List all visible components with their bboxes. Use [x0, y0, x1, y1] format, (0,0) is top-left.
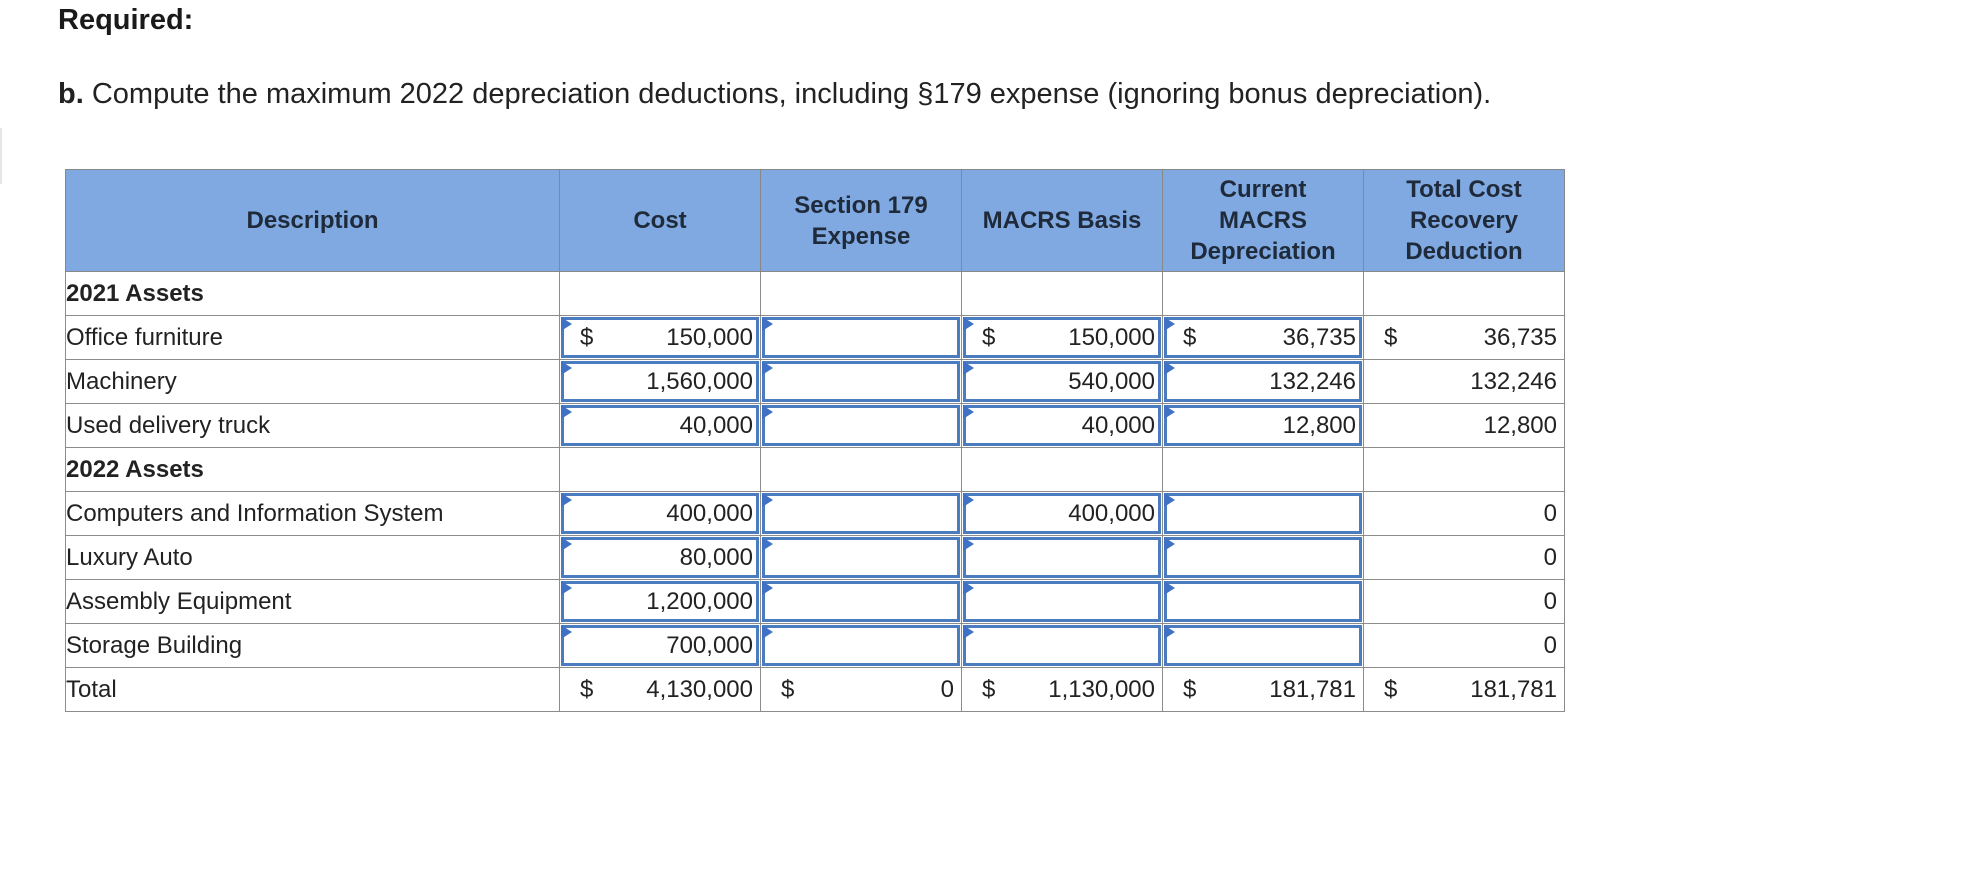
cost-input[interactable]: $ 150,000	[560, 316, 761, 360]
header-total-recovery: Total Cost Recovery Deduction	[1364, 170, 1565, 272]
cost-input[interactable]: 80,000	[560, 536, 761, 580]
row-description: Machinery	[66, 360, 560, 404]
table-row	[66, 492, 1565, 536]
current-macrs-input[interactable]: 132,246	[1163, 360, 1364, 404]
question-body: Compute the maximum 2022 depreciation deductions, including §179 expense (ignoring bonus depreciation).	[91, 78, 1492, 110]
total-current-macrs-cell: $ 181,781	[1163, 668, 1364, 712]
currency-sign: $	[1384, 675, 1398, 703]
currency-sign: $	[781, 675, 795, 703]
total-label: Total	[66, 668, 560, 712]
empty-cell	[962, 448, 1163, 492]
cost-input[interactable]: 400,000	[560, 492, 761, 536]
empty-cell	[1163, 448, 1364, 492]
row-description: Assembly Equipment	[66, 580, 560, 624]
currency-sign: $	[982, 675, 996, 703]
section-179-input[interactable]	[761, 404, 962, 448]
total-recovery-cell: $ 36,735	[1364, 316, 1565, 360]
macrs-basis-input[interactable]: 40,000	[962, 404, 1163, 448]
total-recovery-cell: 0	[1364, 536, 1565, 580]
cost-input[interactable]: 700,000	[560, 624, 761, 668]
row-description: Storage Building	[66, 624, 560, 668]
section-row-2021	[66, 272, 1565, 316]
total-recovery-cell: 0	[1364, 580, 1565, 624]
header-row	[66, 170, 1565, 272]
total-recovery-cell: 0	[1364, 492, 1565, 536]
current-macrs-input[interactable]	[1163, 624, 1364, 668]
total-row	[66, 668, 1565, 712]
current-macrs-input[interactable]: $ 36,735	[1163, 316, 1364, 360]
currency-sign: $	[982, 323, 996, 351]
currency-sign: $	[1384, 323, 1398, 351]
cost-input[interactable]: 1,560,000	[560, 360, 761, 404]
empty-cell	[1163, 272, 1364, 316]
row-description: Luxury Auto	[66, 536, 560, 580]
total-macrs-basis-cell: $ 1,130,000	[962, 668, 1163, 712]
total-recovery-cell: 12,800	[1364, 404, 1565, 448]
depreciation-table	[65, 169, 1565, 712]
currency-sign: $	[580, 675, 594, 703]
total-section-179-cell: $ 0	[761, 668, 962, 712]
header-cost: Cost	[560, 170, 761, 272]
empty-cell	[761, 448, 962, 492]
section-row-2022	[66, 448, 1565, 492]
table-row	[66, 624, 1565, 668]
header-section-179: Section 179 Expense	[761, 170, 962, 272]
section-179-input[interactable]	[761, 360, 962, 404]
empty-cell	[1364, 448, 1565, 492]
section-label-2021: 2021 Assets	[66, 272, 560, 316]
table-row	[66, 536, 1565, 580]
empty-cell	[560, 448, 761, 492]
table-row	[66, 404, 1565, 448]
section-179-input[interactable]	[761, 624, 962, 668]
row-description: Office furniture	[66, 316, 560, 360]
macrs-basis-input[interactable]: 400,000	[962, 492, 1163, 536]
header-description: Description	[66, 170, 560, 272]
macrs-basis-input[interactable]: 540,000	[962, 360, 1163, 404]
current-macrs-input[interactable]: 12,800	[1163, 404, 1364, 448]
section-179-input[interactable]	[761, 492, 962, 536]
section-179-input[interactable]	[761, 316, 962, 360]
total-recovery-cell: 132,246	[1364, 360, 1565, 404]
empty-cell	[962, 272, 1163, 316]
macrs-basis-input[interactable]	[962, 624, 1163, 668]
required-heading: Required:	[58, 4, 194, 36]
header-current-macrs: Current MACRS Depreciation	[1163, 170, 1364, 272]
macrs-basis-input[interactable]	[962, 580, 1163, 624]
empty-cell	[761, 272, 962, 316]
empty-cell	[560, 272, 761, 316]
table-row	[66, 360, 1565, 404]
question-text	[58, 78, 1491, 111]
total-cost-cell: $ 4,130,000	[560, 668, 761, 712]
macrs-basis-input[interactable]	[962, 536, 1163, 580]
row-description: Computers and Information System	[66, 492, 560, 536]
macrs-basis-input[interactable]: $ 150,000	[962, 316, 1163, 360]
section-179-input[interactable]	[761, 580, 962, 624]
row-description: Used delivery truck	[66, 404, 560, 448]
cost-input[interactable]: 40,000	[560, 404, 761, 448]
total-recovery-cell: 0	[1364, 624, 1565, 668]
left-edge-marker	[0, 128, 2, 184]
currency-sign: $	[1183, 323, 1197, 351]
question-label: b.	[58, 78, 84, 110]
empty-cell	[1364, 272, 1565, 316]
current-macrs-input[interactable]	[1163, 536, 1364, 580]
total-recovery-total-cell: $ 181,781	[1364, 668, 1565, 712]
current-macrs-input[interactable]	[1163, 580, 1364, 624]
cost-input[interactable]: 1,200,000	[560, 580, 761, 624]
section-179-input[interactable]	[761, 536, 962, 580]
currency-sign: $	[1183, 675, 1197, 703]
section-label-2022: 2022 Assets	[66, 448, 560, 492]
current-macrs-input[interactable]	[1163, 492, 1364, 536]
currency-sign: $	[580, 323, 594, 351]
header-macrs-basis: MACRS Basis	[962, 170, 1163, 272]
table-row	[66, 316, 1565, 360]
table-row	[66, 580, 1565, 624]
